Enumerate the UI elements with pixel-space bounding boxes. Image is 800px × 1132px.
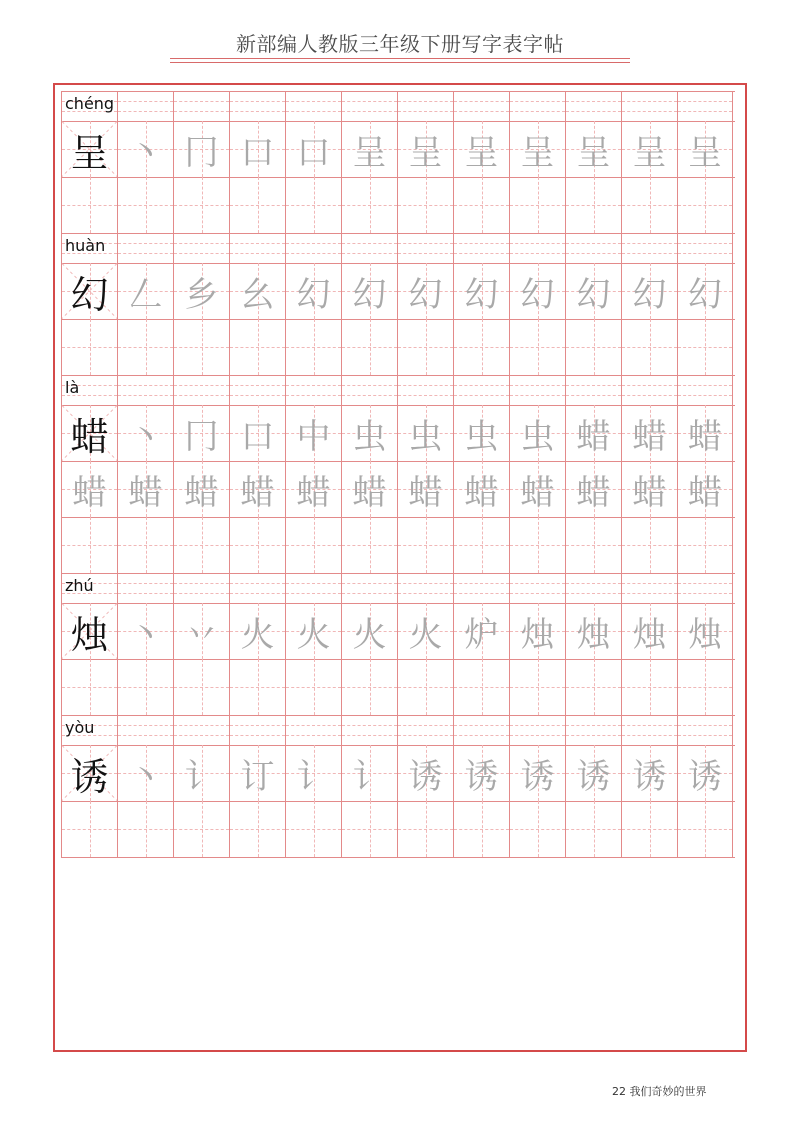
tian-grid-row (61, 461, 735, 517)
writing-cell (677, 121, 733, 177)
tracing-character: 蜡 (576, 472, 611, 513)
tracing-character: 呈 (352, 132, 387, 173)
tracing-character: 𠃋 (128, 274, 163, 315)
pinyin-cell (229, 233, 285, 263)
model-character: 幻 (70, 272, 109, 317)
tracing-character: 虫 (520, 416, 555, 457)
tracing-character: 蜡 (184, 472, 219, 513)
tracing-character: 炉 (464, 614, 499, 655)
pinyin-cell (285, 91, 341, 121)
pinyin-cell (285, 715, 341, 745)
title-underline (170, 58, 630, 59)
page-title: 新部编人教版三年级下册写字表字帖 (236, 32, 564, 56)
writing-cell (677, 405, 733, 461)
writing-cell (453, 319, 509, 375)
writing-cell (117, 603, 173, 659)
tian-grid-row (61, 319, 735, 375)
tracing-character: 火 (240, 614, 275, 655)
tracing-character: 虫 (352, 416, 387, 457)
tracing-character: 蜡 (240, 472, 275, 513)
pinyin-cell (397, 375, 453, 405)
writing-cell (61, 745, 117, 801)
writing-cell (621, 121, 677, 177)
tracing-character: 诱 (520, 756, 555, 797)
tracing-character: 幻 (520, 274, 555, 315)
writing-cell (509, 745, 565, 801)
pinyin-label: yòu (65, 718, 95, 737)
tracing-character: 呈 (576, 132, 611, 173)
writing-cell (61, 121, 117, 177)
writing-cell (509, 121, 565, 177)
writing-cell (229, 263, 285, 319)
tracing-character: 烛 (520, 614, 555, 655)
writing-cell (453, 263, 509, 319)
tracing-character: 讠 (184, 756, 219, 797)
writing-cell (173, 177, 229, 233)
pinyin-cell (117, 715, 173, 745)
pinyin-cell (565, 573, 621, 603)
pinyin-cell (341, 573, 397, 603)
writing-cell (285, 405, 341, 461)
pinyin-cell (565, 91, 621, 121)
writing-cell (509, 517, 565, 573)
pinyin-cell (173, 91, 229, 121)
pinyin-cell (677, 573, 733, 603)
pinyin-cell (677, 91, 733, 121)
writing-cell (341, 121, 397, 177)
writing-cell (61, 801, 117, 857)
pinyin-cell (565, 375, 621, 405)
writing-cell (341, 517, 397, 573)
writing-cell (565, 659, 621, 715)
writing-cell (565, 405, 621, 461)
writing-cell (229, 177, 285, 233)
writing-cell (341, 263, 397, 319)
writing-cell (509, 801, 565, 857)
pinyin-cell (117, 375, 173, 405)
writing-cell (677, 745, 733, 801)
writing-cell (453, 405, 509, 461)
writing-cell (117, 517, 173, 573)
practice-grid (61, 91, 735, 1048)
writing-cell (621, 319, 677, 375)
writing-cell (117, 319, 173, 375)
writing-cell (173, 517, 229, 573)
writing-cell (61, 517, 117, 573)
writing-cell (677, 177, 733, 233)
tracing-character: 口 (240, 416, 275, 457)
tracing-character: 蜡 (296, 472, 331, 513)
tracing-character: 蜡 (72, 472, 107, 513)
tracing-character: 幻 (408, 274, 443, 315)
tian-grid-row (61, 603, 735, 659)
tracing-character: 讠 (296, 756, 331, 797)
tracing-character: 蜡 (632, 472, 667, 513)
writing-cell (61, 659, 117, 715)
writing-cell (173, 659, 229, 715)
pinyin-cell (285, 375, 341, 405)
writing-cell (229, 659, 285, 715)
pinyin-row (61, 715, 735, 745)
writing-cell (341, 405, 397, 461)
writing-cell (509, 177, 565, 233)
tracing-character: 烛 (576, 614, 611, 655)
writing-cell (341, 603, 397, 659)
pinyin-cell (117, 233, 173, 263)
writing-cell (509, 461, 565, 517)
writing-cell (453, 461, 509, 517)
writing-cell (229, 745, 285, 801)
writing-cell (61, 461, 117, 517)
tracing-character: 诱 (632, 756, 667, 797)
writing-cell (229, 121, 285, 177)
tracing-character: 幺 (240, 274, 275, 315)
writing-cell (61, 319, 117, 375)
writing-cell (621, 603, 677, 659)
writing-cell (117, 405, 173, 461)
writing-cell (117, 461, 173, 517)
pinyin-row (61, 91, 735, 121)
writing-cell (621, 745, 677, 801)
writing-cell (285, 745, 341, 801)
writing-cell (229, 461, 285, 517)
pinyin-cell (61, 233, 117, 263)
writing-cell (397, 461, 453, 517)
writing-cell (341, 801, 397, 857)
title-underline-secondary (170, 62, 630, 63)
writing-cell (117, 659, 173, 715)
pinyin-cell (453, 375, 509, 405)
writing-cell (173, 263, 229, 319)
tian-grid-row (61, 263, 735, 319)
tracing-character: 蜡 (632, 416, 667, 457)
pinyin-cell (117, 91, 173, 121)
writing-cell (677, 801, 733, 857)
pinyin-cell (677, 375, 733, 405)
tracing-character: 中 (296, 416, 331, 457)
pinyin-cell (509, 233, 565, 263)
writing-cell (229, 517, 285, 573)
writing-cell (621, 801, 677, 857)
tian-grid-row (61, 121, 735, 177)
pinyin-cell (509, 715, 565, 745)
writing-cell (621, 461, 677, 517)
writing-cell (173, 319, 229, 375)
pinyin-cell (565, 233, 621, 263)
writing-cell (173, 405, 229, 461)
writing-cell (397, 603, 453, 659)
tracing-character: 蜡 (464, 472, 499, 513)
writing-cell (453, 121, 509, 177)
pinyin-cell (341, 91, 397, 121)
pinyin-cell (173, 715, 229, 745)
pinyin-cell (173, 233, 229, 263)
writing-cell (341, 745, 397, 801)
tracing-character: 蜡 (576, 416, 611, 457)
writing-cell (285, 603, 341, 659)
pinyin-cell (509, 91, 565, 121)
tracing-character: 烛 (632, 614, 667, 655)
writing-cell (229, 405, 285, 461)
tracing-character: 呈 (520, 132, 555, 173)
pinyin-cell (341, 715, 397, 745)
writing-cell (509, 603, 565, 659)
writing-cell (117, 801, 173, 857)
writing-cell (677, 517, 733, 573)
pinyin-cell (61, 573, 117, 603)
tracing-character: 蜡 (520, 472, 555, 513)
pinyin-cell (285, 233, 341, 263)
pinyin-cell (509, 573, 565, 603)
writing-cell (565, 319, 621, 375)
tracing-character: 烛 (688, 614, 722, 655)
writing-cell (621, 659, 677, 715)
pinyin-cell (397, 573, 453, 603)
tian-grid-row (61, 177, 735, 233)
model-character: 呈 (70, 130, 109, 175)
writing-cell (565, 603, 621, 659)
pinyin-cell (621, 91, 677, 121)
writing-cell (677, 659, 733, 715)
writing-cell (285, 659, 341, 715)
tracing-character: 丷 (184, 614, 219, 655)
writing-cell (397, 263, 453, 319)
writing-cell (285, 121, 341, 177)
writing-cell (677, 319, 733, 375)
writing-cell (509, 405, 565, 461)
pinyin-cell (565, 715, 621, 745)
pinyin-cell (285, 573, 341, 603)
pinyin-cell (453, 573, 509, 603)
tracing-character: 呈 (688, 132, 722, 173)
tracing-character: 订 (240, 756, 275, 797)
tracing-character: 虫 (464, 416, 499, 457)
pinyin-cell (397, 233, 453, 263)
writing-cell (397, 121, 453, 177)
writing-cell (173, 121, 229, 177)
pinyin-row (61, 375, 735, 405)
tian-grid-row (61, 659, 735, 715)
writing-cell (621, 405, 677, 461)
writing-cell (397, 801, 453, 857)
pinyin-cell (61, 375, 117, 405)
tracing-character: 诱 (688, 756, 722, 797)
writing-cell (453, 801, 509, 857)
writing-cell (621, 263, 677, 319)
pinyin-cell (61, 91, 117, 121)
writing-cell (229, 603, 285, 659)
writing-cell (173, 603, 229, 659)
tracing-character: 口 (296, 132, 331, 173)
writing-cell (61, 263, 117, 319)
tian-grid-row (61, 745, 735, 801)
writing-cell (229, 801, 285, 857)
writing-cell (285, 177, 341, 233)
tracing-character: 幻 (688, 274, 722, 315)
tracing-character: 蜡 (688, 472, 722, 513)
writing-cell (285, 461, 341, 517)
tracing-character: 口 (240, 132, 275, 173)
pinyin-label: zhú (65, 576, 94, 595)
tracing-character: 火 (408, 614, 443, 655)
pinyin-cell (677, 233, 733, 263)
writing-cell (117, 177, 173, 233)
writing-cell (341, 461, 397, 517)
writing-cell (565, 801, 621, 857)
writing-cell (565, 121, 621, 177)
pinyin-cell (677, 715, 733, 745)
tracing-character: 幻 (632, 274, 667, 315)
tracing-character: 讠 (352, 756, 387, 797)
pinyin-cell (173, 573, 229, 603)
tracing-character: 火 (352, 614, 387, 655)
pinyin-cell (117, 573, 173, 603)
writing-cell (677, 461, 733, 517)
pinyin-row (61, 573, 735, 603)
tracing-character: 冂 (184, 132, 219, 173)
tracing-character: 虫 (408, 416, 443, 457)
tracing-character: 冂 (184, 416, 219, 457)
writing-cell (621, 517, 677, 573)
pinyin-cell (621, 375, 677, 405)
writing-cell (341, 319, 397, 375)
writing-cell (117, 121, 173, 177)
tracing-character: 丶 (128, 416, 163, 457)
pinyin-cell (621, 715, 677, 745)
writing-cell (61, 405, 117, 461)
pinyin-cell (229, 573, 285, 603)
tracing-character: 丶 (128, 132, 163, 173)
tracing-character: 蜡 (352, 472, 387, 513)
grid-line (61, 857, 735, 858)
writing-cell (341, 659, 397, 715)
writing-cell (173, 801, 229, 857)
tracing-character: 诱 (464, 756, 499, 797)
pinyin-cell (453, 715, 509, 745)
writing-cell (565, 263, 621, 319)
model-character: 烛 (70, 612, 109, 657)
tracing-character: 蜡 (128, 472, 163, 513)
writing-cell (565, 517, 621, 573)
tracing-character: 诱 (576, 756, 611, 797)
pinyin-label: chéng (65, 94, 115, 113)
pinyin-cell (341, 233, 397, 263)
writing-cell (117, 745, 173, 801)
writing-cell (61, 603, 117, 659)
writing-cell (565, 745, 621, 801)
pinyin-cell (621, 233, 677, 263)
pinyin-cell (61, 715, 117, 745)
pinyin-cell (229, 715, 285, 745)
writing-cell (397, 405, 453, 461)
writing-cell (453, 745, 509, 801)
writing-cell (229, 319, 285, 375)
writing-cell (173, 745, 229, 801)
pinyin-cell (453, 233, 509, 263)
tracing-character: 呈 (408, 132, 443, 173)
writing-cell (397, 659, 453, 715)
tracing-character: 丶 (128, 756, 163, 797)
writing-cell (285, 517, 341, 573)
writing-cell (397, 517, 453, 573)
pinyin-cell (229, 375, 285, 405)
pinyin-cell (509, 375, 565, 405)
tracing-character: 丶 (128, 614, 163, 655)
writing-cell (509, 659, 565, 715)
writing-cell (677, 603, 733, 659)
tracing-character: 幻 (296, 274, 331, 315)
writing-cell (173, 461, 229, 517)
writing-cell (509, 319, 565, 375)
tracing-character: 幻 (352, 274, 387, 315)
writing-cell (565, 461, 621, 517)
pinyin-cell (397, 91, 453, 121)
writing-cell (61, 177, 117, 233)
writing-cell (453, 659, 509, 715)
pinyin-cell (341, 375, 397, 405)
writing-cell (397, 745, 453, 801)
tracing-character: 幻 (464, 274, 499, 315)
tracing-character: 诱 (408, 756, 443, 797)
tracing-character: 乡 (184, 274, 219, 315)
pinyin-cell (173, 375, 229, 405)
tracing-character: 呈 (632, 132, 667, 173)
model-character: 诱 (70, 754, 109, 799)
tracing-character: 幻 (576, 274, 611, 315)
tracing-character: 呈 (464, 132, 499, 173)
writing-cell (397, 319, 453, 375)
writing-cell (285, 801, 341, 857)
tian-grid-row (61, 801, 735, 857)
pinyin-label: là (65, 378, 80, 397)
writing-cell (397, 177, 453, 233)
writing-cell (453, 177, 509, 233)
writing-cell (453, 517, 509, 573)
writing-cell (509, 263, 565, 319)
tracing-character: 火 (296, 614, 331, 655)
writing-cell (565, 177, 621, 233)
page-footer: 22 我们奇妙的世界 (612, 1085, 707, 1098)
model-character: 蜡 (70, 414, 109, 459)
pinyin-cell (453, 91, 509, 121)
writing-cell (285, 319, 341, 375)
pinyin-label: huàn (65, 236, 106, 255)
tracing-character: 蜡 (688, 416, 722, 457)
writing-cell (621, 177, 677, 233)
writing-cell (285, 263, 341, 319)
tian-grid-row (61, 405, 735, 461)
pinyin-cell (229, 91, 285, 121)
tian-grid-row (61, 517, 735, 573)
writing-cell (341, 177, 397, 233)
pinyin-row (61, 233, 735, 263)
writing-cell (677, 263, 733, 319)
pinyin-cell (621, 573, 677, 603)
pinyin-cell (397, 715, 453, 745)
writing-cell (453, 603, 509, 659)
tracing-character: 蜡 (408, 472, 443, 513)
writing-cell (117, 263, 173, 319)
